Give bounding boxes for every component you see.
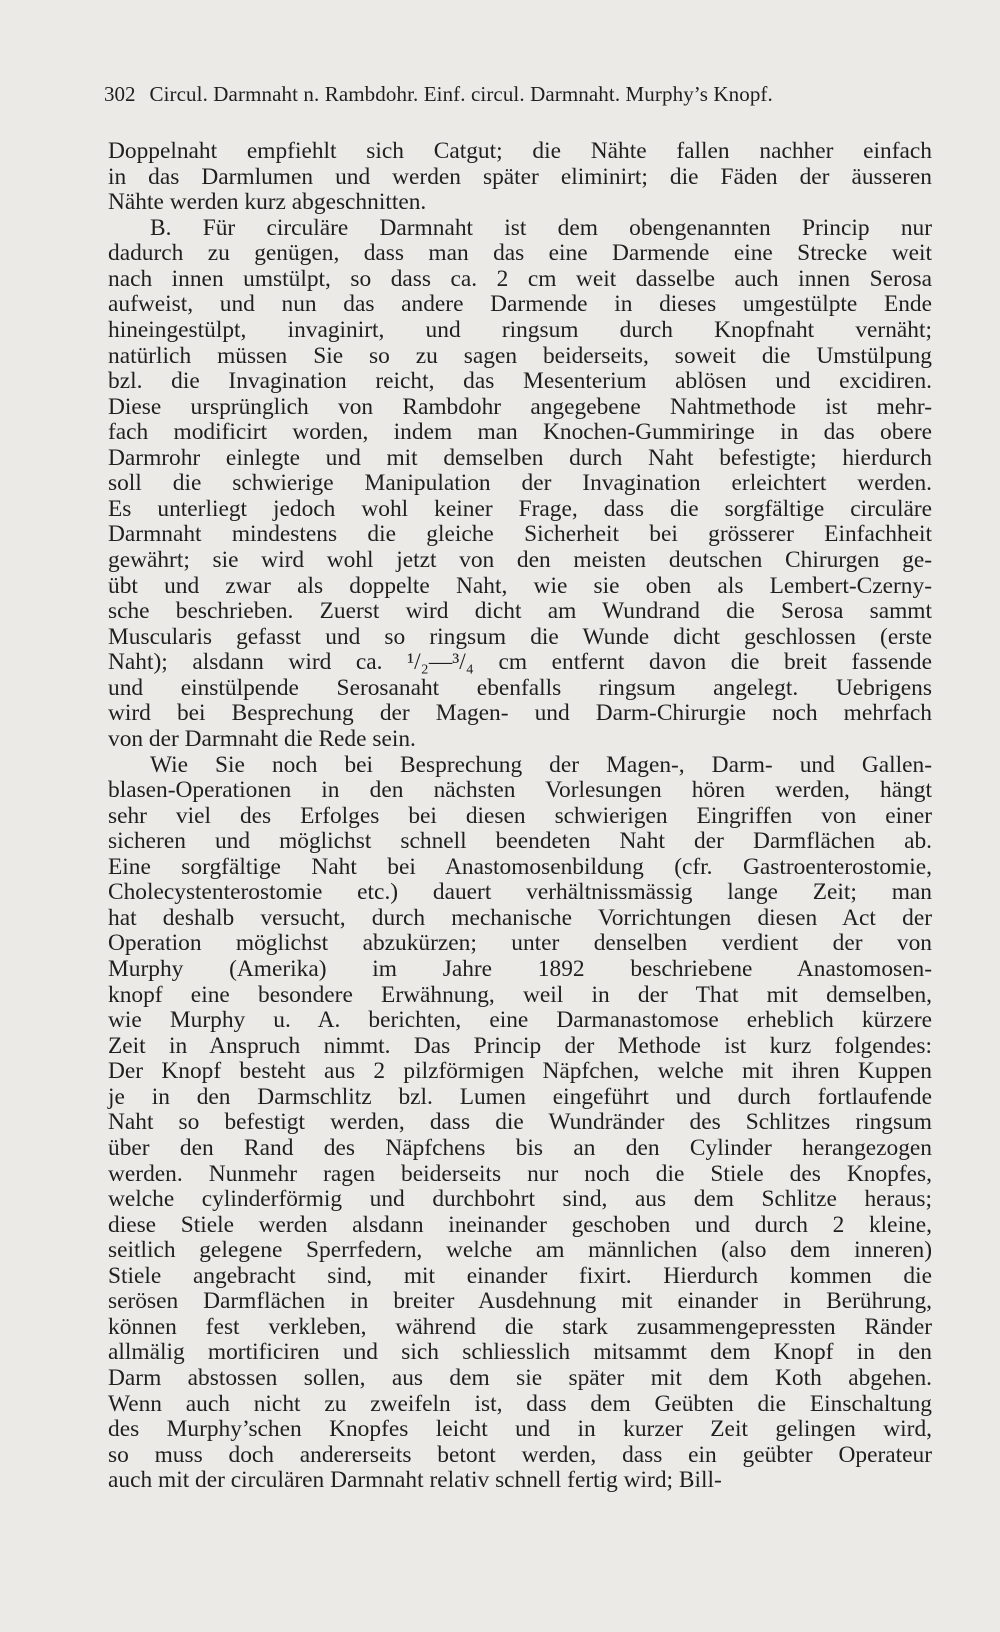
text-line: knopf eine besondere Erwähnung, weil in der That mit demselben, <box>108 981 932 1008</box>
text-line: allmälig mortificiren und sich schliesslich mitsammt dem Knopf in den <box>108 1339 932 1366</box>
text-line: Diese ursprünglich von Rambdohr angegebene Nahtmethode ist mehr- <box>108 393 932 420</box>
text-line: hat deshalb versucht, durch mechanische Vorrichtungen diesen Act der <box>108 904 932 931</box>
text-line: Darmrohr einlegte und mit demselben durch Naht befestigte; hierdurch <box>108 444 932 471</box>
text-line: sicheren und möglichst schnell beendeten Naht der Darmflächen ab. <box>108 828 932 855</box>
text-line: bzl. die Invagination reicht, das Mesenterium ablösen und excidiren. <box>108 368 932 395</box>
text-line: Eine sorgfältige Naht bei Anastomosenbildung (cfr. Gastroenterostomie, <box>108 853 932 880</box>
text-line: können fest verkleben, während die stark zusammengepressten Ränder <box>108 1313 932 1340</box>
text-line: in das Darmlumen und werden später eliminirt; die Fäden der äusseren <box>108 163 932 190</box>
text-line: welche cylinderförmig und durchbohrt sind, aus dem Schlitze heraus; <box>108 1186 932 1213</box>
running-title: Circul. Darmnaht n. Rambdohr. Einf. circul. Darmnaht. Murphy’s Knopf. <box>149 82 773 106</box>
text-line: Muscularis gefasst und so ringsum die Wunde dicht geschlossen (erste <box>108 623 932 650</box>
text-line: auch mit der circulären Darmnaht relativ schnell fertig wird; Bill- <box>108 1467 722 1494</box>
running-header <box>104 80 930 108</box>
text-line: serösen Darmflächen in breiter Ausdehnung mit einander in Berührung, <box>108 1288 932 1315</box>
text-line: und einstülpende Serosanaht ebenfalls ringsum angelegt. Uebrigens <box>108 674 932 701</box>
text-line: Nähte werden kurz abgeschnitten. <box>108 189 427 216</box>
text-line: Es unterliegt jedoch wohl keiner Frage, dass die sorgfältige circuläre <box>108 495 932 522</box>
text-line: werden. Nunmehr ragen beiderseits nur noch die Stiele des Knopfes, <box>108 1160 932 1187</box>
text-line: sehr viel des Erfolges bei diesen schwierigen Eingriffen von einer <box>108 802 932 829</box>
text-line: Murphy (Amerika) im Jahre 1892 beschriebene Anastomosen- <box>108 956 932 982</box>
text-line: Zeit in Anspruch nimmt. Das Princip der Methode ist kurz folgendes: <box>108 1032 932 1059</box>
text-line: übt und zwar als doppelte Naht, wie sie oben als Lembert-Czerny- <box>108 572 932 599</box>
text-line: seitlich gelegene Sperrfedern, welche am männlichen (also dem inneren) <box>108 1237 932 1264</box>
text-line: Naht); alsdann wird ca. ¹/₂—³/₄ cm entfernt davon die breit fassende <box>108 649 932 676</box>
text-line: blasen-Operationen in den nächsten Vorlesungen hören werden, hängt <box>108 777 932 804</box>
text-line: sche beschrieben. Zuerst wird dicht am Wundrand die Serosa sammt <box>108 598 932 625</box>
text-line: von der Darmnaht die Rede sein. <box>108 725 416 752</box>
text-line: Doppelnaht empfiehlt sich Catgut; die Nähte fallen nachher einfach <box>108 138 932 164</box>
text-line: Wenn auch nicht zu zweifeln ist, dass dem Geübten die Einschaltung <box>108 1390 932 1417</box>
text-line: Operation möglichst abzukürzen; unter denselben verdient der von <box>108 930 932 957</box>
text-line: Cholecystenterostomie etc.) dauert verhältnissmässig lange Zeit; man <box>108 879 932 906</box>
text-line: soll die schwierige Manipulation der Invagination erleichtert werden. <box>108 470 932 497</box>
text-line: fach modificirt worden, indem man Knochen-Gummiringe in das obere <box>108 419 932 446</box>
text-line: natürlich müssen Sie so zu sagen beiderseits, soweit die Umstülpung <box>108 342 932 369</box>
text-line: Naht so befestigt werden, dass die Wundränder des Schlitzes ringsum <box>108 1109 932 1136</box>
page-number: 302 <box>104 82 136 106</box>
text-line: Darm abstossen sollen, aus dem sie später mit dem Koth abgehen. <box>108 1365 932 1391</box>
text-line: aufweist, und nun das andere Darmende in dieses umgestülpte Ende <box>108 291 932 318</box>
text-line: hineingestülpt, invaginirt, und ringsum durch Knopfnaht vernäht; <box>108 316 932 343</box>
text-line: wird bei Besprechung der Magen- und Darm-Chirurgie noch mehrfach <box>108 700 932 727</box>
text-line: Stiele angebracht sind, mit einander fixirt. Hierdurch kommen die <box>108 1262 932 1289</box>
text-line: gewährt; sie wird wohl jetzt von den meisten deutschen Chirurgen ge- <box>108 547 932 573</box>
text-line: diese Stiele werden alsdann ineinander geschoben und durch 2 kleine, <box>108 1211 932 1238</box>
body-text <box>108 139 932 1494</box>
text-line: je in den Darmschlitz bzl. Lumen eingeführt und durch fortlaufende <box>108 1083 932 1110</box>
text-line: wie Murphy u. A. berichten, eine Darmanastomose erheblich kürzere <box>108 1007 932 1034</box>
text-line: so muss doch andererseits betont werden, dass ein geübter Operateur <box>108 1441 932 1468</box>
text-line: dadurch zu genügen, dass man das eine Darmende eine Strecke weit <box>108 240 932 267</box>
text-line: nach innen umstülpt, so dass ca. 2 cm weit dasselbe auch innen Serosa <box>108 265 932 292</box>
text-line: des Murphy’schen Knopfes leicht und in kurzer Zeit gelingen wird, <box>108 1416 932 1443</box>
text-line: über den Rand des Näpfchens bis an den Cylinder herangezogen <box>108 1134 932 1161</box>
text-line: Darmnaht mindestens die gleiche Sicherheit bei grösserer Einfachheit <box>108 521 932 548</box>
text-line: Wie Sie noch bei Besprechung der Magen-, Darm- und Gallen- <box>150 751 932 778</box>
text-line: Der Knopf besteht aus 2 pilzförmigen Näpfchen, welche mit ihren Kuppen <box>108 1058 932 1085</box>
text-line: B. Für circuläre Darmnaht ist dem obengenannten Princip nur <box>150 214 932 241</box>
